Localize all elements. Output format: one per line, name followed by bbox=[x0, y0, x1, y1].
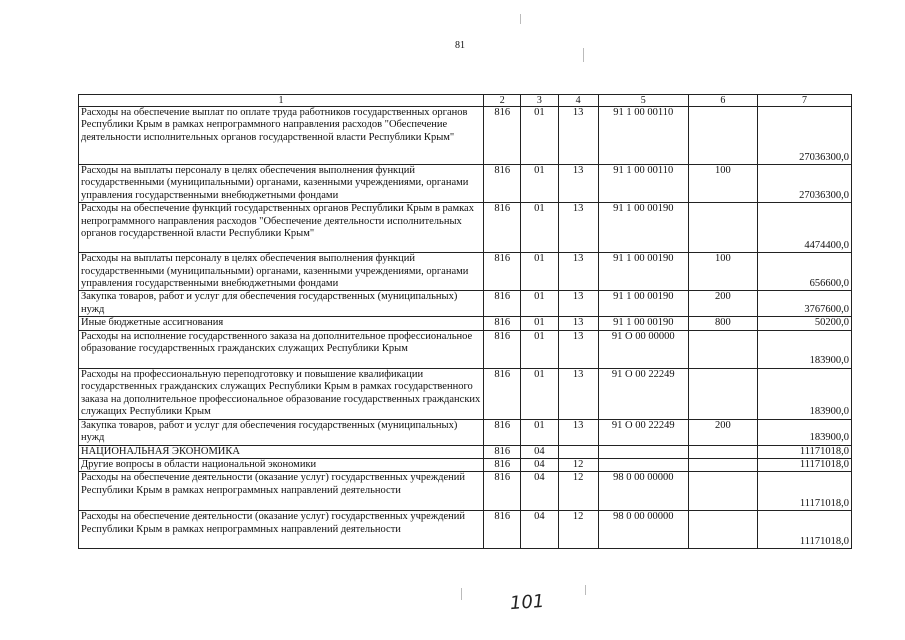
amount-cell: 27036300,0 bbox=[757, 107, 851, 165]
subsection-code-cell: 13 bbox=[558, 253, 598, 291]
column-header: 6 bbox=[688, 95, 757, 107]
subsection-code-cell: 13 bbox=[558, 107, 598, 165]
subsection-code-cell: 13 bbox=[558, 203, 598, 253]
expense-type-cell bbox=[688, 459, 757, 472]
section-code-cell: 01 bbox=[521, 291, 558, 317]
target-article-cell: 91 1 00 00190 bbox=[598, 291, 688, 317]
scan-artifact bbox=[520, 14, 521, 24]
ministry-code-cell: 816 bbox=[484, 165, 521, 203]
target-article-cell: 91 1 00 00190 bbox=[598, 253, 688, 291]
subsection-code-cell: 13 bbox=[558, 330, 598, 368]
subsection-code-cell: 12 bbox=[558, 459, 598, 472]
section-code-cell: 01 bbox=[521, 317, 558, 330]
ministry-code-cell: 816 bbox=[484, 511, 521, 549]
table-row bbox=[79, 368, 852, 419]
amount-cell: 50200,0 bbox=[757, 317, 851, 330]
expense-name-cell: Расходы на профессиональную переподготовку и повышение квалификации государственных гражданских служащих Республики Крым в рамках государственного заказа на дополнительное профессиональное образование государственных гражданских служащих Республики Крым bbox=[79, 368, 484, 419]
section-code-cell: 01 bbox=[521, 253, 558, 291]
table-body bbox=[79, 107, 852, 549]
table-row bbox=[79, 107, 852, 165]
expense-type-cell: 200 bbox=[688, 419, 757, 445]
target-article-cell: 91 1 00 00110 bbox=[598, 107, 688, 165]
section-code-cell: 04 bbox=[521, 445, 558, 458]
expense-name-cell: Расходы на обеспечение выплат по оплате труда работников государственных органов Республики Крым в рамках непрограммного направления расходов "Обеспечение деятельности исполнительных органов государственной власти Республики Крым" bbox=[79, 107, 484, 165]
expense-type-cell bbox=[688, 203, 757, 253]
amount-cell: 3767600,0 bbox=[757, 291, 851, 317]
amount-cell: 11171018,0 bbox=[757, 472, 851, 511]
column-header: 2 bbox=[484, 95, 521, 107]
section-code-cell: 01 bbox=[521, 203, 558, 253]
expense-type-cell: 800 bbox=[688, 317, 757, 330]
expense-name-cell: Расходы на выплаты персоналу в целях обеспечения выполнения функций государственными (муниципальными) органами, казенными учреждениями, органами управления государственными внебюджетными фондами bbox=[79, 253, 484, 291]
target-article-cell: 91 О 00 22249 bbox=[598, 419, 688, 445]
section-code-cell: 01 bbox=[521, 165, 558, 203]
header-row bbox=[79, 95, 852, 107]
table-row bbox=[79, 459, 852, 472]
expense-type-cell: 200 bbox=[688, 291, 757, 317]
amount-cell: 4474400,0 bbox=[757, 203, 851, 253]
column-header: 4 bbox=[558, 95, 598, 107]
column-header: 5 bbox=[598, 95, 688, 107]
ministry-code-cell: 816 bbox=[484, 472, 521, 511]
subsection-code-cell: 13 bbox=[558, 419, 598, 445]
section-code-cell: 01 bbox=[521, 107, 558, 165]
expense-type-cell bbox=[688, 330, 757, 368]
ministry-code-cell: 816 bbox=[484, 445, 521, 458]
expense-name-cell: Расходы на обеспечение функций государственных органов Республики Крым в рамках непрограммного направления расходов "Обеспечение деятельности исполнительных органов государственной власти Республики Крым" bbox=[79, 203, 484, 253]
expense-name-cell: Расходы на обеспечение деятельности (оказание услуг) государственных учреждений Республики Крым в рамках непрограммных направлений деятельности bbox=[79, 511, 484, 549]
table-row bbox=[79, 445, 852, 458]
table-row bbox=[79, 203, 852, 253]
target-article-cell: 91 1 00 00190 bbox=[598, 203, 688, 253]
expense-name-cell: Иные бюджетные ассигнования bbox=[79, 317, 484, 330]
section-code-cell: 01 bbox=[521, 368, 558, 419]
scan-artifact bbox=[583, 48, 584, 62]
target-article-cell: 91 1 00 00110 bbox=[598, 165, 688, 203]
amount-cell: 11171018,0 bbox=[757, 511, 851, 549]
section-code-cell: 04 bbox=[521, 459, 558, 472]
handwritten-page-mark: 101 bbox=[509, 590, 546, 615]
expense-type-cell bbox=[688, 445, 757, 458]
expense-name-cell: Закупка товаров, работ и услуг для обеспечения государственных (муниципальных) нужд bbox=[79, 419, 484, 445]
target-article-cell bbox=[598, 459, 688, 472]
amount-cell: 11171018,0 bbox=[757, 459, 851, 472]
table-row bbox=[79, 511, 852, 549]
column-header: 1 bbox=[79, 95, 484, 107]
expense-name-cell: Другие вопросы в области национальной экономики bbox=[79, 459, 484, 472]
expense-type-cell bbox=[688, 368, 757, 419]
ministry-code-cell: 816 bbox=[484, 317, 521, 330]
subsection-code-cell: 13 bbox=[558, 317, 598, 330]
subsection-code-cell: 13 bbox=[558, 165, 598, 203]
column-header: 3 bbox=[521, 95, 558, 107]
table-row bbox=[79, 419, 852, 445]
expense-type-cell bbox=[688, 107, 757, 165]
ministry-code-cell: 816 bbox=[484, 368, 521, 419]
ministry-code-cell: 816 bbox=[484, 291, 521, 317]
amount-cell: 11171018,0 bbox=[757, 445, 851, 458]
budget-table bbox=[78, 94, 852, 549]
amount-cell: 183900,0 bbox=[757, 330, 851, 368]
amount-cell: 183900,0 bbox=[757, 419, 851, 445]
expense-name-cell: Расходы на исполнение государственного заказа на дополнительное профессиональное образование государственных гражданских служащих Республики Крым bbox=[79, 330, 484, 368]
amount-cell: 183900,0 bbox=[757, 368, 851, 419]
column-header: 7 bbox=[757, 95, 851, 107]
ministry-code-cell: 816 bbox=[484, 253, 521, 291]
table-row bbox=[79, 330, 852, 368]
table-row bbox=[79, 317, 852, 330]
table-row bbox=[79, 253, 852, 291]
expense-type-cell: 100 bbox=[688, 253, 757, 291]
ministry-code-cell: 816 bbox=[484, 419, 521, 445]
expense-name-cell: НАЦИОНАЛЬНАЯ ЭКОНОМИКА bbox=[79, 445, 484, 458]
amount-cell: 656600,0 bbox=[757, 253, 851, 291]
subsection-code-cell bbox=[558, 445, 598, 458]
page-number: 81 bbox=[455, 40, 465, 51]
target-article-cell bbox=[598, 445, 688, 458]
scan-artifact bbox=[585, 585, 586, 595]
amount-cell: 27036300,0 bbox=[757, 165, 851, 203]
subsection-code-cell: 12 bbox=[558, 511, 598, 549]
table-row bbox=[79, 472, 852, 511]
target-article-cell: 98 0 00 00000 bbox=[598, 472, 688, 511]
scan-artifact bbox=[461, 588, 462, 600]
expense-type-cell bbox=[688, 472, 757, 511]
section-code-cell: 01 bbox=[521, 419, 558, 445]
target-article-cell: 91 О 00 00000 bbox=[598, 330, 688, 368]
subsection-code-cell: 12 bbox=[558, 472, 598, 511]
table-row bbox=[79, 291, 852, 317]
target-article-cell: 91 1 00 00190 bbox=[598, 317, 688, 330]
table-header bbox=[79, 95, 852, 107]
ministry-code-cell: 816 bbox=[484, 107, 521, 165]
section-code-cell: 04 bbox=[521, 472, 558, 511]
target-article-cell: 98 0 00 00000 bbox=[598, 511, 688, 549]
ministry-code-cell: 816 bbox=[484, 203, 521, 253]
expense-type-cell: 100 bbox=[688, 165, 757, 203]
expense-name-cell: Расходы на выплаты персоналу в целях обеспечения выполнения функций государственными (муниципальными) органами, казенными учреждениями, органами управления государственными внебюджетными фондами bbox=[79, 165, 484, 203]
target-article-cell: 91 О 00 22249 bbox=[598, 368, 688, 419]
expense-name-cell: Закупка товаров, работ и услуг для обеспечения государственных (муниципальных) нужд bbox=[79, 291, 484, 317]
expense-name-cell: Расходы на обеспечение деятельности (оказание услуг) государственных учреждений Республики Крым в рамках непрограммных направлений деятельности bbox=[79, 472, 484, 511]
section-code-cell: 01 bbox=[521, 330, 558, 368]
ministry-code-cell: 816 bbox=[484, 459, 521, 472]
table-row bbox=[79, 165, 852, 203]
ministry-code-cell: 816 bbox=[484, 330, 521, 368]
subsection-code-cell: 13 bbox=[558, 291, 598, 317]
expense-type-cell bbox=[688, 511, 757, 549]
section-code-cell: 04 bbox=[521, 511, 558, 549]
subsection-code-cell: 13 bbox=[558, 368, 598, 419]
